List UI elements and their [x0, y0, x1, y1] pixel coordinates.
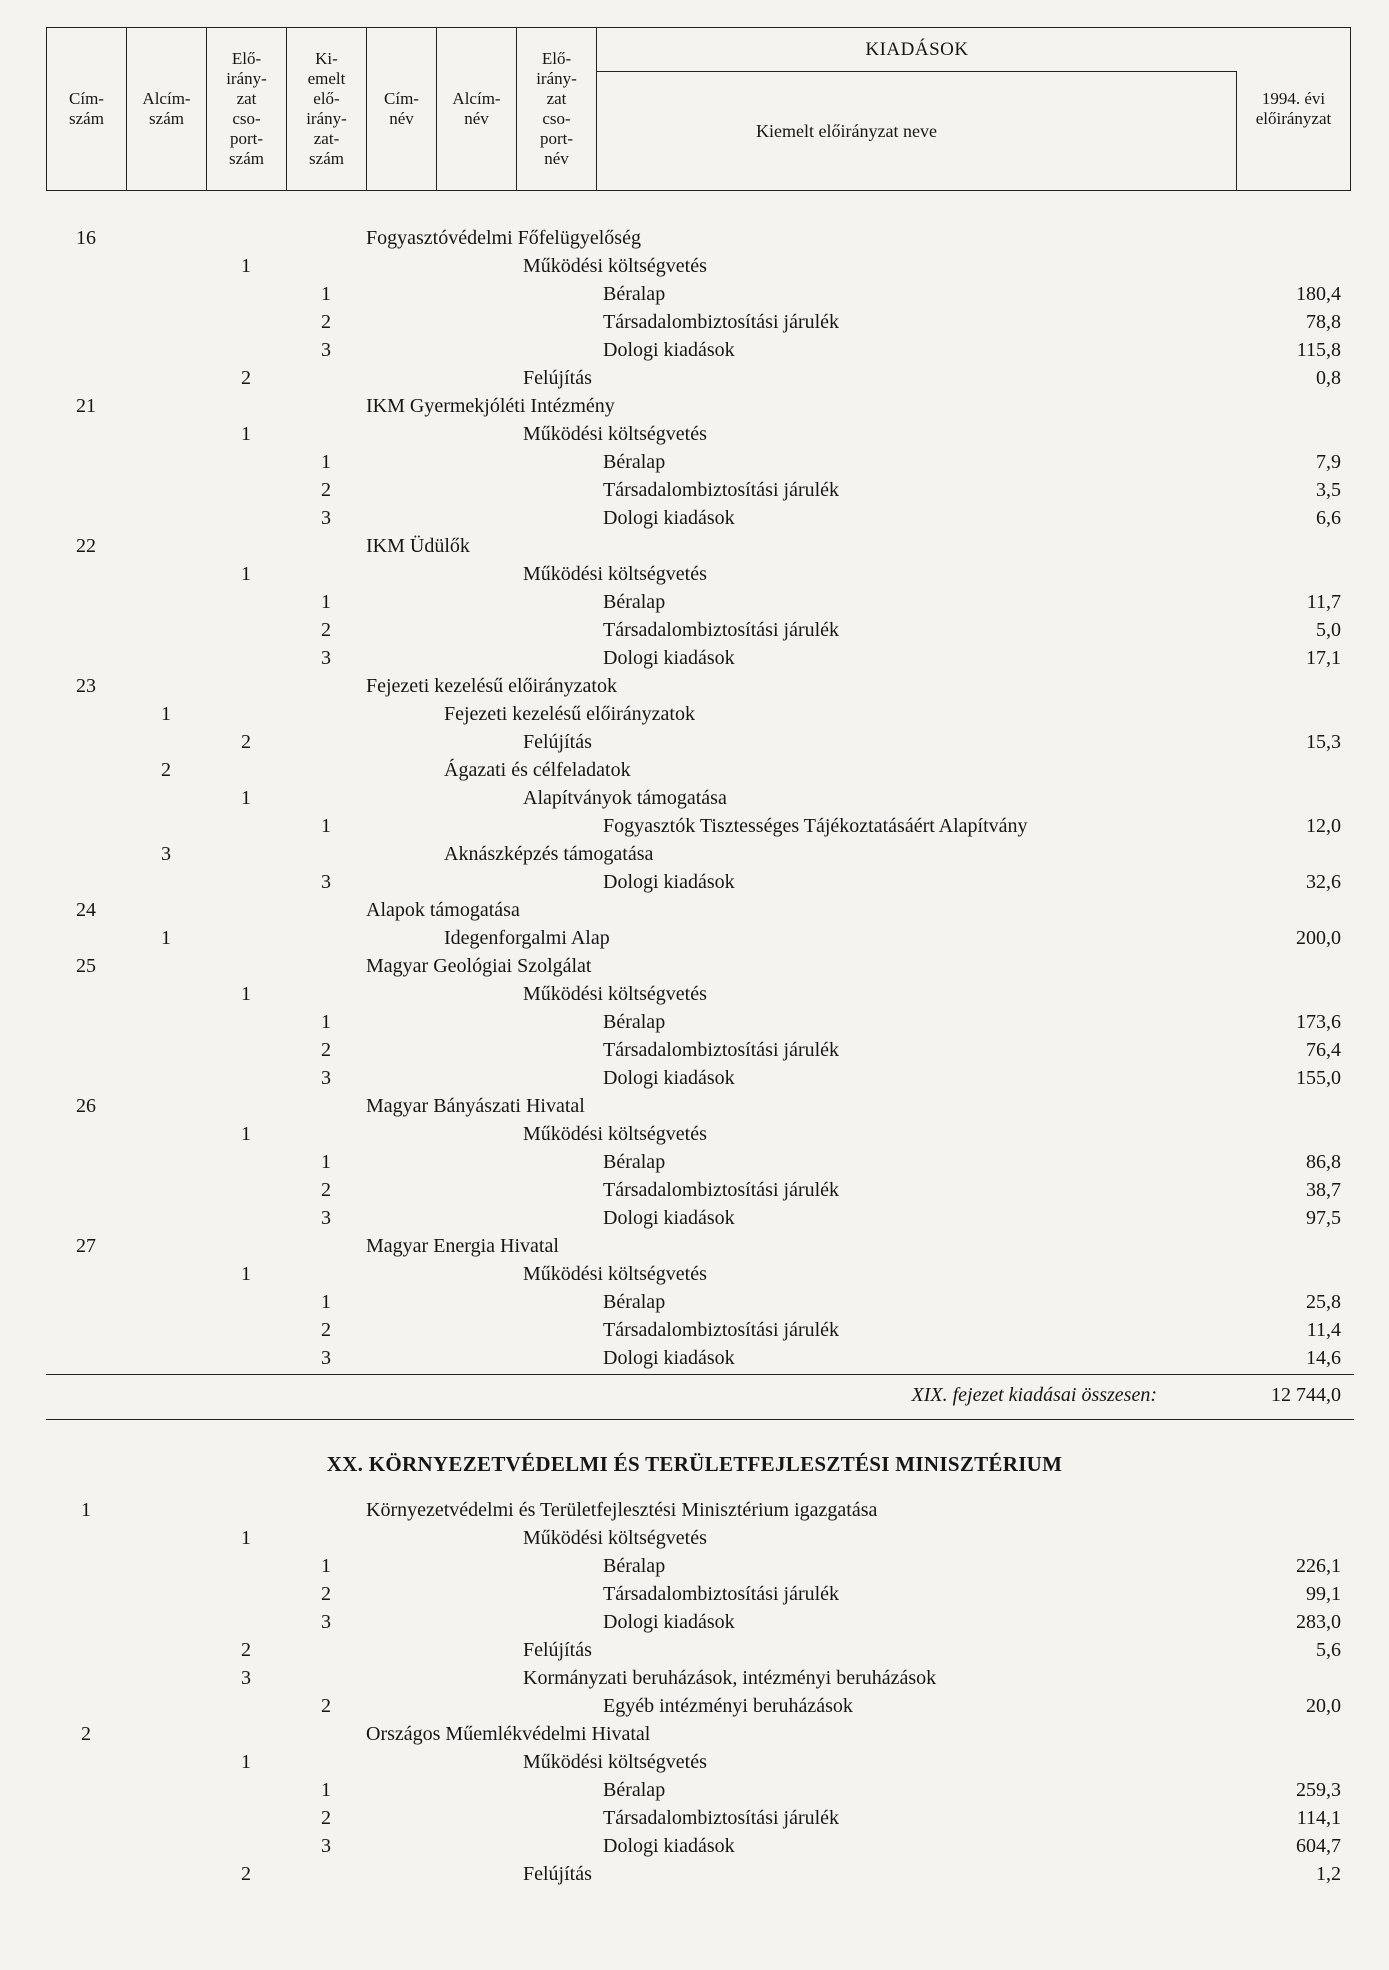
- header-alcim-nev: Alcím- név: [437, 28, 517, 190]
- row-name: Felújítás: [523, 731, 592, 753]
- header-eloiranyzat-csoport-nev: Elő- irány- zat cso- port- név: [517, 28, 597, 190]
- row-kiemelt-szam: 1: [321, 1151, 331, 1173]
- row-value: 86,8: [1306, 1151, 1341, 1173]
- row-csoport-szam: 1: [241, 255, 251, 277]
- row-csoport-szam: 1: [241, 1527, 251, 1549]
- row-kiemelt-szam: 3: [321, 507, 331, 529]
- table-row: [0, 1804, 1389, 1832]
- row-name: Egyéb intézményi beruházások: [603, 1695, 853, 1717]
- header-kiadasok: KIADÁSOK: [597, 28, 1237, 72]
- row-kiemelt-szam: 1: [321, 815, 331, 837]
- table-row: [0, 532, 1389, 560]
- table-row: [0, 392, 1389, 420]
- row-name: Működési költségvetés: [523, 983, 707, 1005]
- table-row: [0, 1036, 1389, 1064]
- row-cim-szam: 24: [76, 899, 96, 921]
- row-name: Béralap: [603, 1291, 666, 1313]
- table-row: [0, 420, 1389, 448]
- table-row: [0, 1064, 1389, 1092]
- row-value: 155,0: [1296, 1067, 1341, 1089]
- row-name: Társadalombiztosítási járulék: [603, 1039, 840, 1061]
- row-name: Béralap: [603, 591, 666, 613]
- row-name: IKM Gyermekjóléti Intézmény: [366, 395, 615, 417]
- table-row: [0, 756, 1389, 784]
- row-name: Béralap: [603, 1779, 666, 1801]
- row-value: 259,3: [1296, 1779, 1341, 1801]
- table-row: [0, 868, 1389, 896]
- row-value: 38,7: [1306, 1179, 1341, 1201]
- row-value: 115,8: [1296, 339, 1341, 361]
- row-name: Magyar Energia Hivatal: [366, 1235, 559, 1257]
- row-csoport-szam: 1: [241, 983, 251, 1005]
- row-kiemelt-szam: 3: [321, 1207, 331, 1229]
- row-name: Dologi kiadások: [603, 1207, 735, 1229]
- row-cim-szam: 16: [76, 227, 96, 249]
- row-kiemelt-szam: 3: [321, 871, 331, 893]
- table-row: [0, 1776, 1389, 1804]
- row-value: 17,1: [1306, 647, 1341, 669]
- header-cim-szam: Cím- szám: [47, 28, 127, 190]
- row-value: 11,7: [1306, 591, 1341, 613]
- row-name: Társadalombiztosítási járulék: [603, 1807, 840, 1829]
- row-kiemelt-szam: 1: [321, 451, 331, 473]
- row-name: Társadalombiztosítási járulék: [603, 1319, 840, 1341]
- table-row: [0, 1496, 1389, 1524]
- table-row: [0, 840, 1389, 868]
- row-csoport-szam: 1: [241, 1751, 251, 1773]
- row-name: Béralap: [603, 283, 666, 305]
- table-row: [0, 700, 1389, 728]
- row-alcim-szam: 1: [161, 927, 171, 949]
- row-value: 20,0: [1306, 1695, 1341, 1717]
- row-name: Aknászképzés támogatása: [444, 843, 654, 865]
- row-name: Felújítás: [523, 367, 592, 389]
- chapter-total-row: [0, 1380, 1389, 1410]
- row-value: 283,0: [1296, 1611, 1341, 1633]
- row-value: 604,7: [1296, 1835, 1341, 1857]
- row-name: Felújítás: [523, 1639, 592, 1661]
- row-value: 32,6: [1306, 871, 1341, 893]
- row-kiemelt-szam: 2: [321, 1695, 331, 1717]
- row-kiemelt-szam: 3: [321, 1835, 331, 1857]
- row-name: IKM Üdülők: [366, 535, 470, 557]
- row-value: 15,3: [1306, 731, 1341, 753]
- table-row: [0, 336, 1389, 364]
- table-row: [0, 952, 1389, 980]
- row-csoport-szam: 2: [241, 731, 251, 753]
- row-value: 200,0: [1296, 927, 1341, 949]
- row-csoport-szam: 2: [241, 1863, 251, 1885]
- header-kiemelt-eloiranyzat-neve: Kiemelt előirányzat neve: [597, 72, 1237, 190]
- row-kiemelt-szam: 2: [321, 479, 331, 501]
- row-value: 3,5: [1316, 479, 1341, 501]
- table-row: [0, 1692, 1389, 1720]
- table-row: [0, 1148, 1389, 1176]
- row-csoport-szam: 2: [241, 1639, 251, 1661]
- row-name: Kormányzati beruházások, intézményi beruházások: [523, 1667, 937, 1689]
- row-value: 25,8: [1306, 1291, 1341, 1313]
- row-name: Felújítás: [523, 1863, 592, 1885]
- row-kiemelt-szam: 2: [321, 1807, 331, 1829]
- table-row: [0, 812, 1389, 840]
- table-row: [0, 1260, 1389, 1288]
- row-kiemelt-szam: 1: [321, 1555, 331, 1577]
- row-name: Környezetvédelmi és Területfejlesztési Minisztérium igazgatása: [366, 1499, 878, 1521]
- row-name: Társadalombiztosítási járulék: [603, 1179, 840, 1201]
- table-row: [0, 1092, 1389, 1120]
- row-cim-szam: 2: [81, 1723, 91, 1745]
- row-name: Béralap: [603, 451, 666, 473]
- row-kiemelt-szam: 2: [321, 1179, 331, 1201]
- row-kiemelt-szam: 2: [321, 1319, 331, 1341]
- row-csoport-szam: 1: [241, 1263, 251, 1285]
- row-name: Működési költségvetés: [523, 423, 707, 445]
- row-name: Ágazati és célfeladatok: [444, 759, 631, 781]
- row-value: 0,8: [1316, 367, 1341, 389]
- row-name: Működési költségvetés: [523, 563, 707, 585]
- row-value: 173,6: [1296, 1011, 1341, 1033]
- table-row: [0, 616, 1389, 644]
- row-cim-szam: 25: [76, 955, 96, 977]
- row-kiemelt-szam: 2: [321, 619, 331, 641]
- row-name: Béralap: [603, 1011, 666, 1033]
- row-cim-szam: 22: [76, 535, 96, 557]
- table-row: [0, 476, 1389, 504]
- chapter-total-label: XIX. fejezet kiadásai összesen:: [911, 1384, 1157, 1406]
- row-name: Magyar Geológiai Szolgálat: [366, 955, 592, 977]
- row-name: Dologi kiadások: [603, 507, 735, 529]
- row-kiemelt-szam: 3: [321, 1067, 331, 1089]
- row-cim-szam: 23: [76, 675, 96, 697]
- row-value: 14,6: [1306, 1347, 1341, 1369]
- header-cim-nev: Cím- név: [367, 28, 437, 190]
- row-name: Működési költségvetés: [523, 1527, 707, 1549]
- row-alcim-szam: 2: [161, 759, 171, 781]
- row-value: 76,4: [1306, 1039, 1341, 1061]
- table-row: [0, 1832, 1389, 1860]
- table-row: [0, 924, 1389, 952]
- row-name: Dologi kiadások: [603, 1067, 735, 1089]
- section-title: XX. KÖRNYEZETVÉDELMI ÉS TERÜLETFEJLESZTÉSI MINISZTÉRIUM: [326, 1452, 1063, 1476]
- table-row: [0, 1008, 1389, 1036]
- row-name: Működési költségvetés: [523, 1123, 707, 1145]
- header-kiemelt-eloiranyzat-szam: Ki- emelt elő- irány- zat- szám: [287, 28, 367, 190]
- row-value: 180,4: [1296, 283, 1341, 305]
- row-value: 7,9: [1316, 451, 1341, 473]
- table-row: [0, 1608, 1389, 1636]
- table-row: [0, 504, 1389, 532]
- table-row: [0, 448, 1389, 476]
- row-name: Alapítványok támogatása: [523, 787, 727, 809]
- row-name: Társadalombiztosítási járulék: [603, 479, 840, 501]
- row-name: Dologi kiadások: [603, 871, 735, 893]
- row-name: Működési költségvetés: [523, 1751, 707, 1773]
- header-eloiranyzat-csoport-szam: Elő- irány- zat cso- port- szám: [207, 28, 287, 190]
- table-row: [0, 784, 1389, 812]
- chapter-total-value: 12 744,0: [1271, 1384, 1341, 1406]
- table-row: [0, 672, 1389, 700]
- row-csoport-szam: 1: [241, 1123, 251, 1145]
- row-value: 99,1: [1306, 1583, 1341, 1605]
- row-csoport-szam: 1: [241, 563, 251, 585]
- table-row: [0, 1580, 1389, 1608]
- table-row: [0, 1664, 1389, 1692]
- row-cim-szam: 27: [76, 1235, 96, 1257]
- row-name: Béralap: [603, 1151, 666, 1173]
- row-kiemelt-szam: 3: [321, 647, 331, 669]
- row-value: 6,6: [1316, 507, 1341, 529]
- row-name: Idegenforgalmi Alap: [444, 927, 610, 949]
- row-alcim-szam: 1: [161, 703, 171, 725]
- row-name: Működési költségvetés: [523, 1263, 707, 1285]
- row-kiemelt-szam: 3: [321, 339, 331, 361]
- table-row: [0, 308, 1389, 336]
- row-name: Dologi kiadások: [603, 647, 735, 669]
- table-row: [0, 1720, 1389, 1748]
- row-kiemelt-szam: 1: [321, 591, 331, 613]
- row-kiemelt-szam: 1: [321, 1291, 331, 1313]
- table-row: [0, 644, 1389, 672]
- table-row: [0, 1524, 1389, 1552]
- table-row: [0, 1288, 1389, 1316]
- table-row: [0, 1316, 1389, 1344]
- row-kiemelt-szam: 2: [321, 1583, 331, 1605]
- row-kiemelt-szam: 2: [321, 1039, 331, 1061]
- row-name: Béralap: [603, 1555, 666, 1577]
- table-row: [0, 980, 1389, 1008]
- row-kiemelt-szam: 3: [321, 1347, 331, 1369]
- table-row: [0, 224, 1389, 252]
- table-row: [0, 1120, 1389, 1148]
- row-cim-szam: 1: [81, 1499, 91, 1521]
- row-csoport-szam: 1: [241, 423, 251, 445]
- table-row: [0, 1176, 1389, 1204]
- row-name: Magyar Bányászati Hivatal: [366, 1095, 585, 1117]
- row-cim-szam: 26: [76, 1095, 96, 1117]
- table-row: [0, 280, 1389, 308]
- row-kiemelt-szam: 1: [321, 1011, 331, 1033]
- row-name: Fejezeti kezelésű előirányzatok: [366, 675, 617, 697]
- table-row: [0, 1204, 1389, 1232]
- row-value: 12,0: [1306, 815, 1341, 837]
- row-kiemelt-szam: 1: [321, 283, 331, 305]
- row-value: 226,1: [1296, 1555, 1341, 1577]
- row-value: 114,1: [1296, 1807, 1341, 1829]
- row-value: 97,5: [1306, 1207, 1341, 1229]
- row-value: 1,2: [1316, 1863, 1341, 1885]
- row-name: Dologi kiadások: [603, 1347, 735, 1369]
- total-rule-bottom: [46, 1419, 1354, 1420]
- table-row: [0, 560, 1389, 588]
- row-value: 11,4: [1306, 1319, 1341, 1341]
- table-row: [0, 1860, 1389, 1888]
- total-rule-top: [46, 1374, 1354, 1375]
- row-value: 5,0: [1316, 619, 1341, 641]
- row-csoport-szam: 3: [241, 1667, 251, 1689]
- table-row: [0, 1552, 1389, 1580]
- row-name: Dologi kiadások: [603, 1611, 735, 1633]
- row-name: Fejezeti kezelésű előirányzatok: [444, 703, 695, 725]
- table-row: [0, 896, 1389, 924]
- header-alcim-szam: Alcím- szám: [127, 28, 207, 190]
- row-name: Fogyasztók Tisztességes Tájékoztatásáért Alapítvány: [603, 815, 1028, 837]
- row-alcim-szam: 3: [161, 843, 171, 865]
- row-kiemelt-szam: 1: [321, 1779, 331, 1801]
- row-name: Dologi kiadások: [603, 1835, 735, 1857]
- row-name: Társadalombiztosítási járulék: [603, 311, 840, 333]
- row-name: Fogyasztóvédelmi Főfelügyelőség: [366, 227, 641, 249]
- row-value: 5,6: [1316, 1639, 1341, 1661]
- row-csoport-szam: 2: [241, 367, 251, 389]
- row-name: Társadalombiztosítási járulék: [603, 1583, 840, 1605]
- row-name: Társadalombiztosítási járulék: [603, 619, 840, 641]
- row-name: Alapok támogatása: [366, 899, 520, 921]
- table-row: [0, 1232, 1389, 1260]
- row-cim-szam: 21: [76, 395, 96, 417]
- table-row: [0, 1748, 1389, 1776]
- row-name: Működési költségvetés: [523, 255, 707, 277]
- table-row: [0, 252, 1389, 280]
- table-row: [0, 1344, 1389, 1372]
- row-kiemelt-szam: 3: [321, 1611, 331, 1633]
- row-name: Dologi kiadások: [603, 339, 735, 361]
- table-header: [46, 27, 1351, 191]
- row-csoport-szam: 1: [241, 787, 251, 809]
- table-row: [0, 728, 1389, 756]
- table-row: [0, 364, 1389, 392]
- table-row: [0, 1636, 1389, 1664]
- table-row: [0, 588, 1389, 616]
- row-name: Országos Műemlékvédelmi Hivatal: [366, 1723, 651, 1745]
- row-kiemelt-szam: 2: [321, 311, 331, 333]
- row-value: 78,8: [1306, 311, 1341, 333]
- header-evi-eloiranyzat: 1994. évi előirányzat: [1255, 89, 1332, 128]
